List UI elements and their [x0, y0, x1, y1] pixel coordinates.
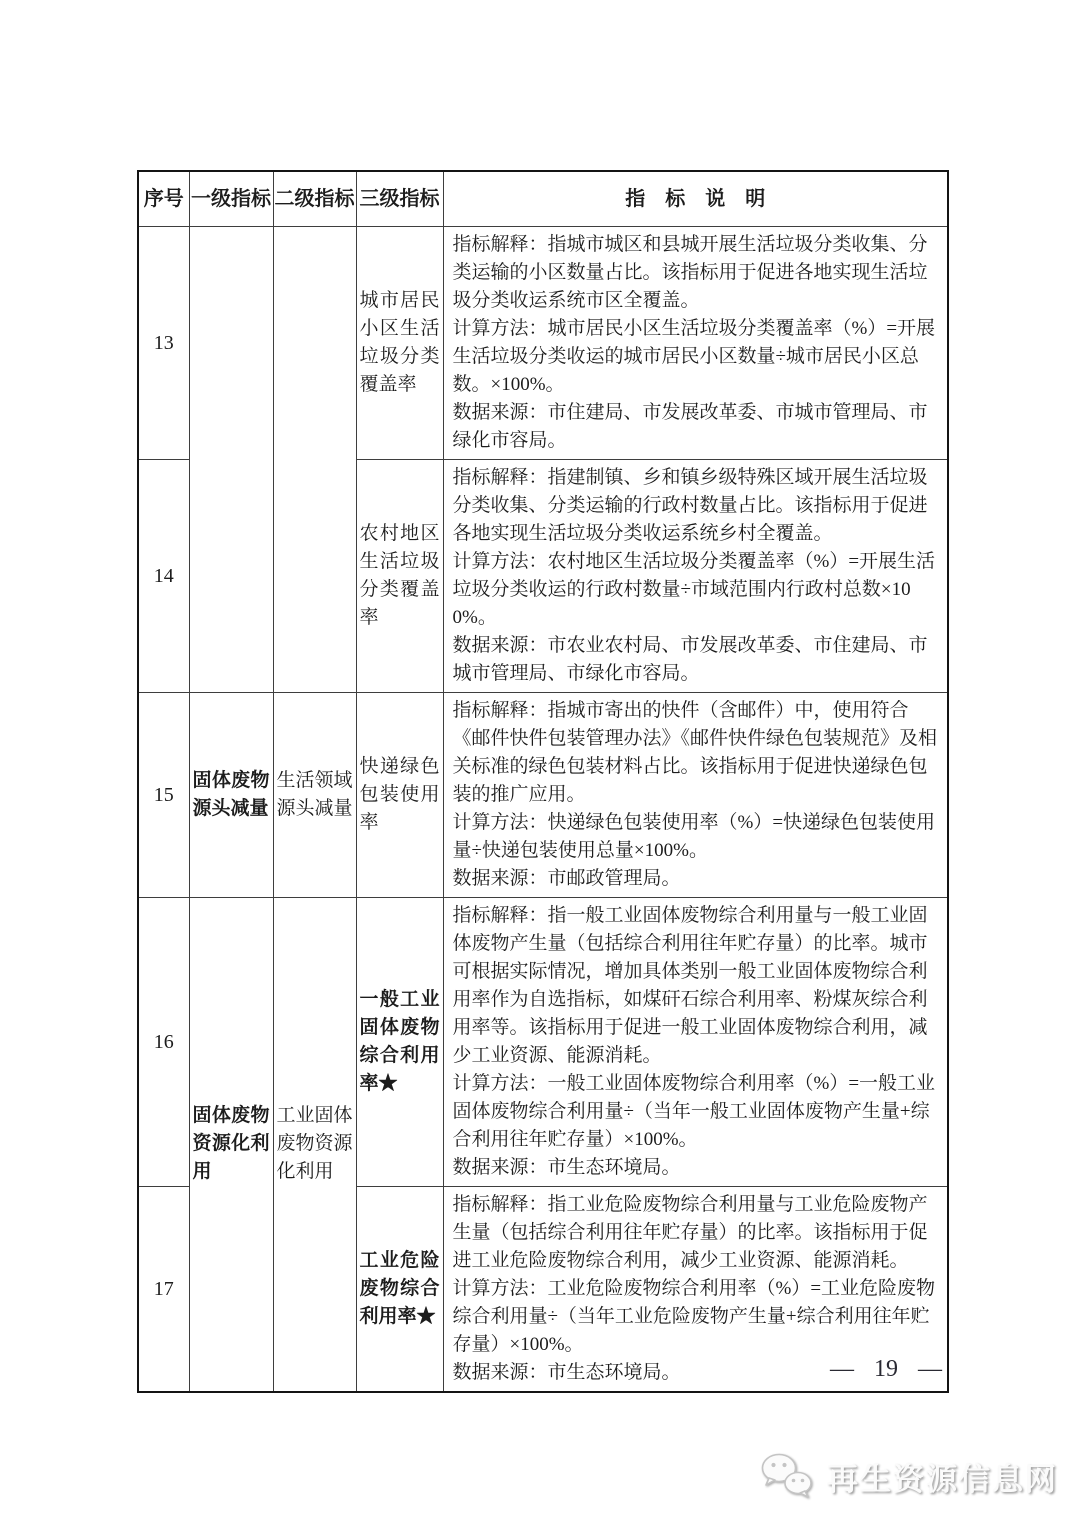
- level3-cell: 工业危险废物综合利用率★: [356, 1186, 443, 1392]
- indicator-explanation: 指标解释：指城市城区和县城开展生活垃圾分类收集、分类运输的小区数量占比。该指标用于促进各地实现生活垃圾分类收运系统市区全覆盖。: [452, 233, 928, 311]
- serial-number-cell: 15: [138, 692, 189, 897]
- wechat-icon: [759, 1452, 815, 1500]
- page-number: — 19 —: [830, 1356, 942, 1382]
- level1-cell-empty: [189, 226, 273, 692]
- calculation-method: 计算方法：农村地区生活垃圾分类覆盖率（%）=开展生活垃圾分类收运的行政村数量÷市域范围内行政村总数×100%。: [452, 550, 936, 628]
- indicator-explanation: 指标解释：指建制镇、乡和镇乡级特殊区域开展生活垃圾分类收集、分类运输的行政村数量占比。该指标用于促进各地实现生活垃圾分类收运系统乡村全覆盖。: [452, 466, 928, 544]
- table-row: [138, 226, 948, 459]
- footer-logo: [759, 1452, 1058, 1500]
- header-indicator-description: 指 标 说 明: [443, 171, 948, 226]
- description-cell: [443, 692, 948, 897]
- calculation-method: 计算方法：工业危险废物综合利用率（%）=工业危险废物综合利用量÷（当年工业危险废物产生量+综合利用往年贮存量）×100%。: [452, 1277, 936, 1355]
- calculation-method: 计算方法：城市居民小区生活垃圾分类覆盖率（%）=开展生活垃圾分类收运的城市居民小区数量÷城市居民小区总数。×100%。: [452, 317, 936, 395]
- level2-cell-empty: [273, 226, 356, 692]
- level1-cell: 固体废物源头减量: [189, 692, 273, 897]
- header-level1-indicator: 一级指标: [189, 171, 273, 226]
- calculation-method: 计算方法：快递绿色包装使用率（%）=快递绿色包装使用量÷快递包装使用总量×100%。: [452, 811, 936, 861]
- table-row: [138, 897, 948, 1186]
- serial-number-cell: 17: [138, 1186, 189, 1392]
- serial-number-cell: 14: [138, 459, 189, 692]
- data-source: 数据来源：市住建局、市发展改革委、市城市管理局、市绿化市容局。: [452, 401, 928, 451]
- serial-number-cell: 13: [138, 226, 189, 459]
- header-serial-number: 序号: [138, 171, 189, 226]
- table-header-row: [138, 171, 948, 226]
- level2-cell: 工业固体废物资源化利用: [273, 897, 356, 1392]
- data-source: 数据来源：市邮政管理局。: [452, 867, 681, 889]
- description-cell: [443, 226, 948, 459]
- data-source: 数据来源：市生态环境局。: [452, 1156, 681, 1178]
- data-source: 数据来源：市生态环境局。: [452, 1361, 681, 1383]
- level3-cell: 农村地区生活垃圾分类覆盖率: [356, 459, 443, 692]
- header-level3-indicator: 三级指标: [356, 171, 443, 226]
- header-level2-indicator: 二级指标: [273, 171, 356, 226]
- data-source: 数据来源：市农业农村局、市发展改革委、市住建局、市城市管理局、市绿化市容局。: [452, 634, 928, 684]
- level3-cell: 快递绿色包装使用率: [356, 692, 443, 897]
- table-row: [138, 692, 948, 897]
- indicator-table: [137, 170, 949, 1393]
- level3-cell: 城市居民小区生活垃圾分类覆盖率: [356, 226, 443, 459]
- description-cell: [443, 459, 948, 692]
- footer-logo-text: 再生资源信息网: [827, 1461, 1058, 1497]
- level1-cell: 固体废物资源化利用: [189, 897, 273, 1392]
- level3-cell: 一般工业固体废物综合利用率★: [356, 897, 443, 1186]
- indicator-explanation: 指标解释：指城市寄出的快件（含邮件）中，使用符合《邮件快件包装管理办法》《邮件快件绿色包装规范》及相关标准的绿色包装材料占比。该指标用于促进快递绿色包装的推广应用。: [452, 699, 938, 805]
- indicator-explanation: 指标解释：指工业危险废物综合利用量与工业危险废物产生量（包括综合利用往年贮存量）的比率。该指标用于促进工业危险废物综合利用，减少工业资源、能源消耗。: [452, 1193, 928, 1271]
- calculation-method: 计算方法：一般工业固体废物综合利用率（%）=一般工业固体废物综合利用量÷（当年一般工业固体废物产生量+综合利用往年贮存量）×100%。: [452, 1072, 936, 1150]
- description-cell: [443, 897, 948, 1186]
- indicator-explanation: 指标解释：指一般工业固体废物综合利用量与一般工业固体废物产生量（包括综合利用往年贮存量）的比率。城市可根据实际情况，增加具体类别一般工业固体废物综合利用率作为自选指标，如煤矸石综合利用率、粉煤灰综合利用率等。该指标用于促进一般工业固体废物综合利用，减少工业资源、能源消耗。: [452, 904, 928, 1066]
- serial-number-cell: 16: [138, 897, 189, 1186]
- level2-cell: 生活领域源头减量: [273, 692, 356, 897]
